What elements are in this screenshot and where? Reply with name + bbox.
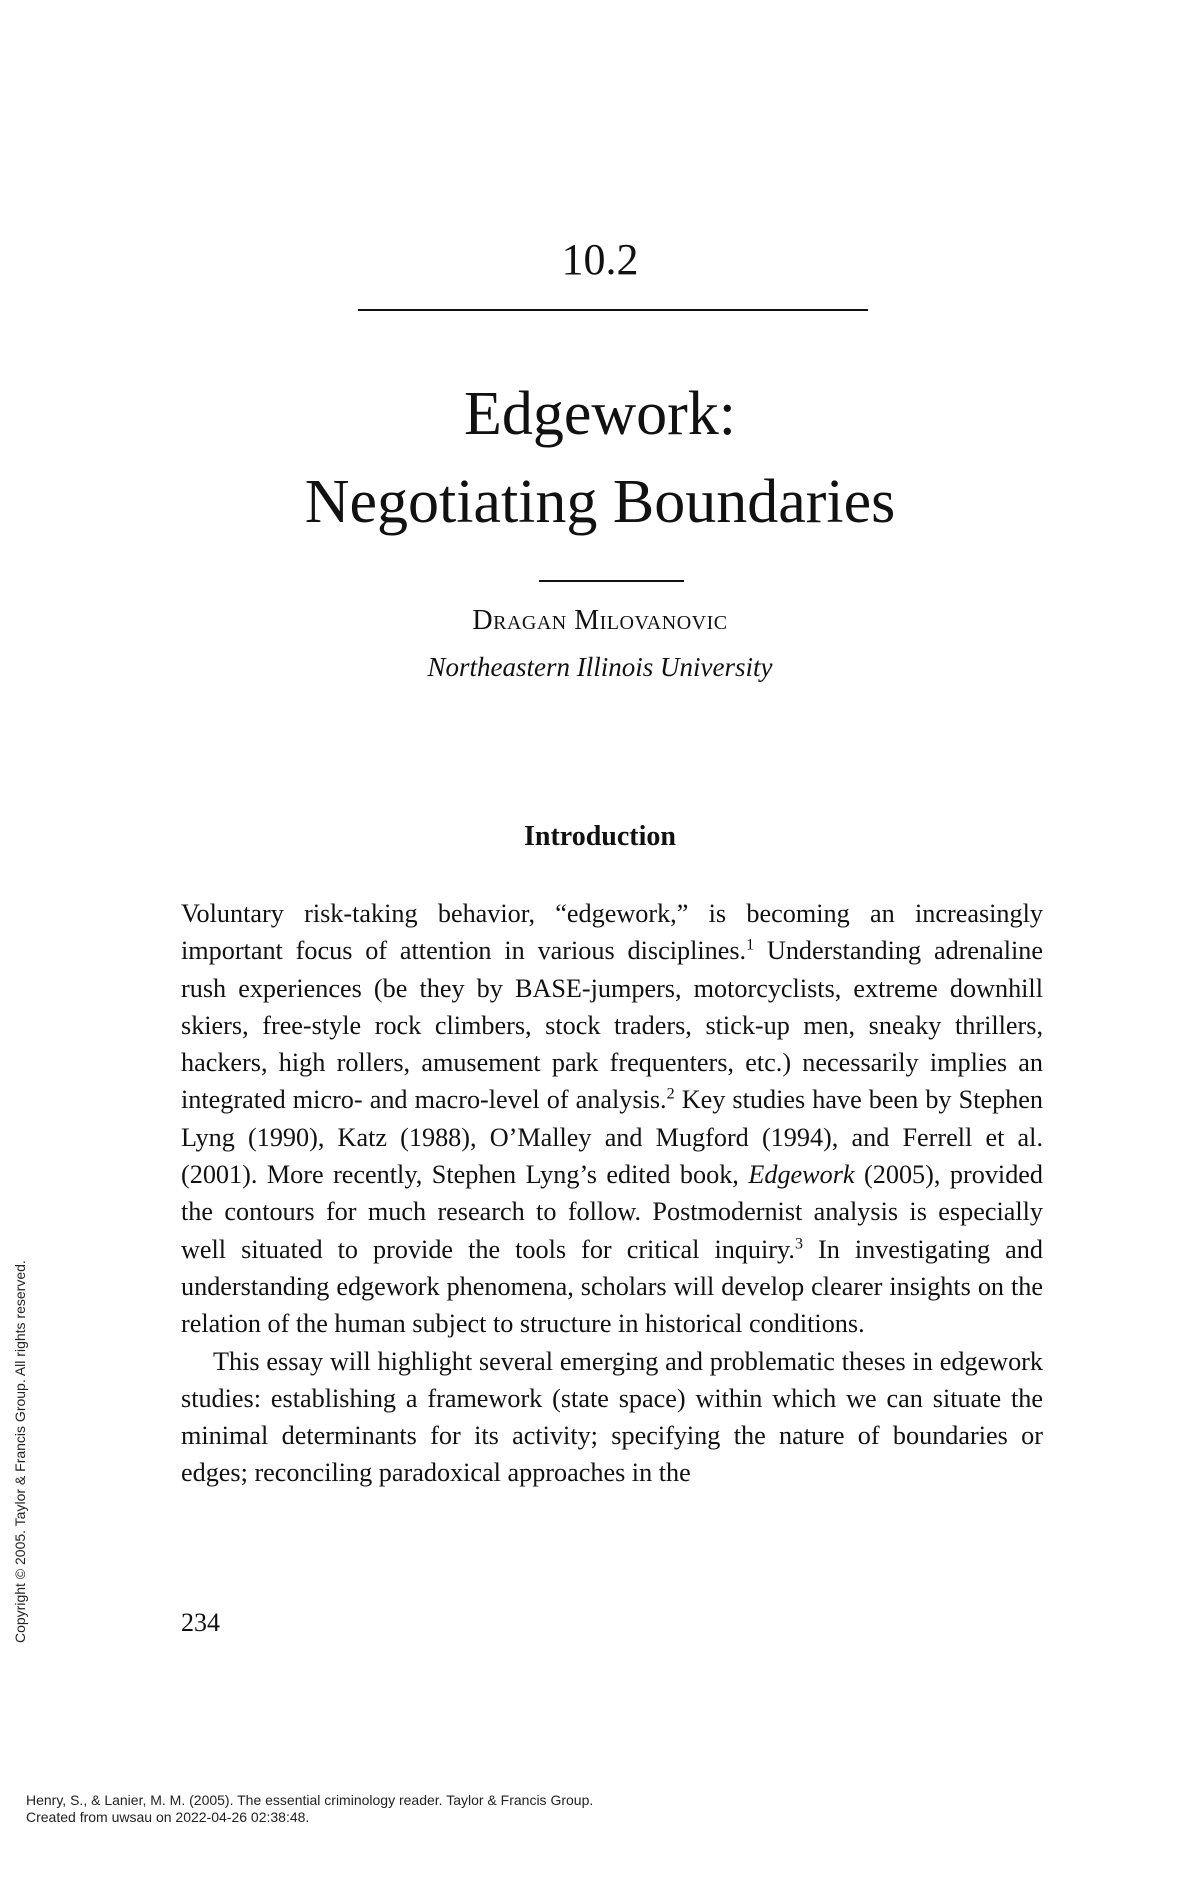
chapter-rule [358, 309, 868, 311]
chapter-title-line-2: Negotiating Boundaries [304, 468, 896, 536]
paragraph-1-part-3: Key studies have been by Stephen Lyng (1990), Katz (1988), O’Malley and Mugford (1994), and Ferrell et al. (2001). More recently, Stephen Lyng’s edited book, [181, 1085, 1043, 1190]
paragraph-1 [181, 895, 1043, 1343]
paragraph-1-part-4: (2005), provided the contours for much research to follow. Postmodernist analysis is especially well situated to provide the tools for critical inquiry. [181, 1160, 1044, 1264]
paragraph-1-part-1: Voluntary risk-taking behavior, “edgework,” is becoming an increasingly important focus of attention in various disciplines. [181, 899, 1043, 966]
book-title: Edgework [748, 1160, 855, 1190]
citation-line-1: Henry, S., & Lanier, M. M. (2005). The essential criminology reader. Taylor & Francis Group. [26, 1792, 594, 1808]
footnote-marker-1[interactable]: 1 [746, 936, 755, 954]
chapter-title [0, 370, 1200, 546]
author-affiliation: Northeastern Illinois University [427, 652, 773, 682]
paragraph-1-part-2: Understanding adrenaline rush experiences (be they by BASE-jumpers, motorcyclists, extreme downhill skiers, free-style rock climbers, stock traders, stick-up men, sneaky thrillers, hackers, high rollers, amusement park frequenters, etc.) necessarily implies an integrated micro- and macro-level of analysis. [181, 936, 1043, 1115]
body-text [181, 895, 1043, 1492]
copyright-notice: Copyright © 2005. Taylor & Francis Group. All rights reserved. [12, 1260, 28, 1643]
section-heading: Introduction [524, 821, 676, 852]
citation-footer [26, 1792, 593, 1826]
paragraph-2: This essay will highlight several emerging and problematic theses in edgework studies: establishing a framework (state space) within which we can situate the minimal determinants for its activity; specifying the nature of boundaries or edges; reconciling paradoxical approaches in the [181, 1346, 1043, 1488]
author-name: Dragan Milovanovic [472, 605, 728, 636]
chapter-number: 10.2 [561, 235, 639, 284]
title-divider [539, 580, 684, 582]
paragraph-1-part-5: In investigating and understanding edgework phenomena, scholars will develop clearer insights on the relation of the human subject to structure in historical conditions. [181, 1234, 1043, 1339]
page-number: 234 [181, 1608, 220, 1637]
citation-line-2: Created from uwsau on 2022-04-26 02:38:48. [26, 1809, 310, 1825]
chapter-title-line-1: Edgework: [463, 380, 737, 448]
footnote-marker-3[interactable]: 3 [794, 1234, 803, 1252]
footnote-marker-2[interactable]: 2 [666, 1085, 675, 1103]
